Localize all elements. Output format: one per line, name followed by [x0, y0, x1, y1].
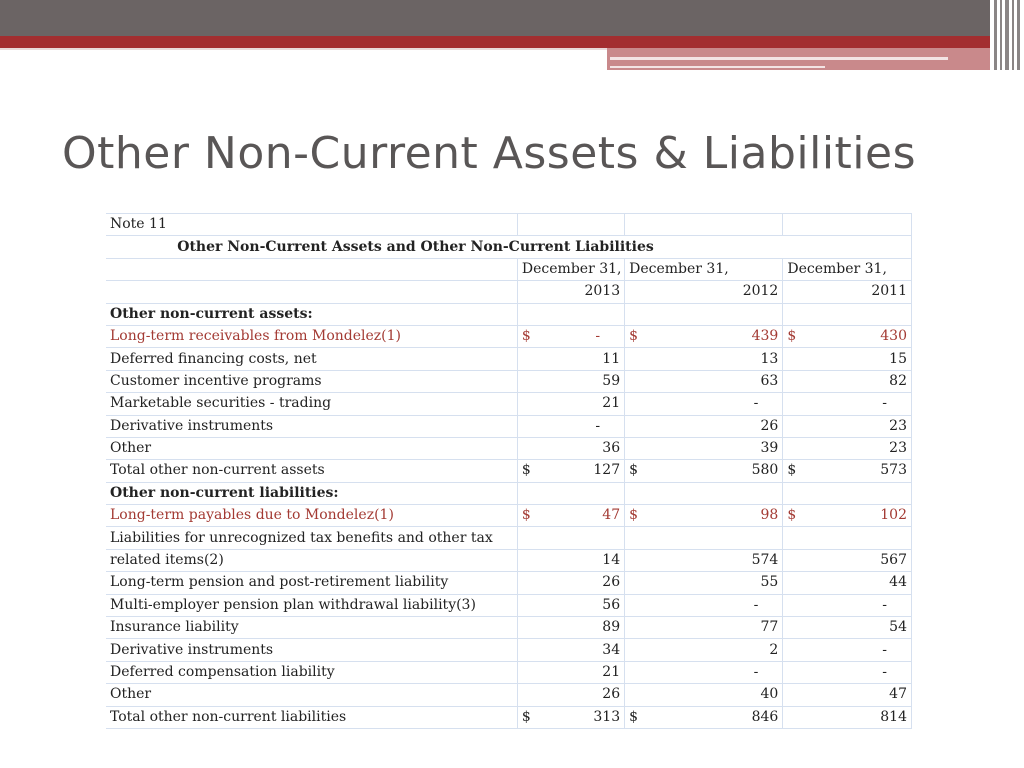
note-label: Note 11 — [106, 214, 517, 236]
value: - — [595, 328, 601, 345]
col-header-2011: December 31, — [783, 258, 912, 280]
value: - — [882, 395, 887, 412]
value-cell — [783, 617, 912, 639]
accent-band — [0, 36, 1000, 48]
currency-symbol: $ — [629, 328, 639, 345]
value: 2 — [769, 641, 779, 658]
value-cell — [783, 325, 912, 347]
value: 21 — [602, 395, 621, 412]
value: - — [882, 596, 887, 613]
value-cell — [625, 684, 783, 706]
value: 77 — [760, 619, 779, 636]
row-label: Long-term receivables from Mondelez(1) — [106, 325, 517, 347]
value-cell — [783, 370, 912, 392]
value: - — [753, 395, 759, 412]
currency-symbol: $ — [629, 708, 639, 725]
col-header-2012: December 31, — [625, 258, 783, 280]
currency-symbol: $ — [787, 462, 797, 479]
table-row — [106, 415, 912, 437]
note-row — [106, 214, 912, 236]
value: 846 — [751, 708, 779, 725]
value: - — [753, 596, 759, 613]
value: 44 — [889, 574, 907, 591]
table-row — [106, 572, 912, 594]
value-cell — [783, 505, 912, 527]
value: 23 — [889, 440, 907, 457]
note-table — [106, 213, 912, 729]
value: 98 — [760, 507, 779, 524]
value-cell — [517, 549, 624, 571]
row-label: Derivative instruments — [106, 415, 517, 437]
value: 567 — [880, 552, 907, 569]
row-label: Liabilities for unrecognized tax benefits and other tax — [106, 527, 517, 549]
value-cell — [517, 639, 624, 661]
value-cell — [625, 415, 783, 437]
currency-symbol: $ — [629, 507, 639, 524]
table-row — [106, 460, 912, 482]
value: 439 — [751, 328, 779, 345]
row-label: Derivative instruments — [106, 639, 517, 661]
currency-symbol: $ — [629, 462, 639, 479]
row-label: Other — [106, 684, 517, 706]
value-cell — [783, 549, 912, 571]
value-cell — [625, 505, 783, 527]
value-cell — [517, 527, 624, 549]
table-row — [106, 684, 912, 706]
value: 39 — [760, 440, 779, 457]
value-cell — [783, 527, 912, 549]
accent-tab-line — [610, 57, 948, 60]
value-cell — [625, 393, 783, 415]
value-cell — [517, 617, 624, 639]
header-row-2 — [106, 281, 912, 303]
value: 40 — [760, 686, 779, 703]
table-heading: Other Non-Current Assets and Other Non-Current Liabilities — [106, 236, 912, 258]
value-cell — [625, 661, 783, 683]
value-cell — [625, 348, 783, 370]
year-2011: 2011 — [783, 281, 912, 303]
row-label: Customer incentive programs — [106, 370, 517, 392]
table-row — [106, 505, 912, 527]
assets-section-row — [106, 303, 912, 325]
table-row — [106, 594, 912, 616]
value-cell — [783, 415, 912, 437]
value-cell — [517, 415, 624, 437]
value: 26 — [760, 417, 779, 434]
value: 55 — [760, 574, 779, 591]
value-cell — [517, 706, 624, 728]
value-cell — [625, 706, 783, 728]
row-label: Deferred financing costs, net — [106, 348, 517, 370]
row-label: Deferred compensation liability — [106, 661, 517, 683]
value: 54 — [889, 619, 907, 636]
value-cell — [517, 325, 624, 347]
row-label: Other — [106, 437, 517, 459]
currency-symbol: $ — [521, 328, 531, 345]
table-row — [106, 549, 912, 571]
currency-symbol: $ — [787, 507, 797, 524]
value: 26 — [602, 686, 621, 703]
value-cell — [517, 572, 624, 594]
value: 82 — [889, 372, 907, 389]
value: 63 — [760, 372, 779, 389]
header-row-1 — [106, 258, 912, 280]
value-cell — [625, 460, 783, 482]
value-cell — [783, 684, 912, 706]
value: 15 — [889, 350, 907, 367]
value-cell — [783, 639, 912, 661]
value: 59 — [602, 372, 621, 389]
table-row — [106, 639, 912, 661]
row-label: Insurance liability — [106, 617, 517, 639]
value: 580 — [751, 462, 779, 479]
value: - — [753, 664, 759, 680]
value: - — [595, 417, 601, 434]
row-label: Total other non-current liabilities — [106, 706, 517, 728]
slide-title: Other Non-Current Assets & Liabilities — [62, 128, 917, 179]
value: 13 — [760, 350, 779, 367]
value: 47 — [889, 686, 907, 703]
value: 56 — [602, 596, 621, 613]
table-row — [106, 437, 912, 459]
value-cell — [783, 706, 912, 728]
value-cell — [625, 527, 783, 549]
header-band — [0, 0, 1024, 36]
value: 573 — [880, 462, 907, 479]
value: 430 — [880, 328, 907, 345]
table-row — [106, 393, 912, 415]
table-row — [106, 325, 912, 347]
value: 574 — [751, 552, 779, 569]
table-row — [106, 661, 912, 683]
value-cell — [625, 325, 783, 347]
heading-row — [106, 236, 912, 258]
value: 313 — [593, 708, 621, 725]
value: 23 — [889, 417, 907, 434]
table-row — [106, 370, 912, 392]
year-2012: 2012 — [625, 281, 783, 303]
value-cell — [517, 393, 624, 415]
currency-symbol: $ — [521, 462, 531, 479]
value: 26 — [602, 574, 621, 591]
liabilities-section-row — [106, 482, 912, 504]
col-header-2013: December 31, — [517, 258, 624, 280]
currency-symbol: $ — [521, 708, 531, 725]
table-row — [106, 617, 912, 639]
value: - — [882, 641, 887, 658]
value: 34 — [602, 641, 621, 658]
value: 102 — [880, 507, 907, 524]
value-cell — [783, 572, 912, 594]
header-stripes — [990, 0, 1024, 70]
value-cell — [783, 460, 912, 482]
row-label: Long-term payables due to Mondelez(1) — [106, 505, 517, 527]
value-cell — [625, 572, 783, 594]
value-cell — [625, 639, 783, 661]
value-cell — [517, 348, 624, 370]
value-cell — [625, 549, 783, 571]
liabilities-section-label: Other non-current liabilities: — [106, 482, 517, 504]
value-cell — [517, 594, 624, 616]
value: 21 — [602, 664, 621, 680]
value: 127 — [593, 462, 621, 479]
value-cell — [625, 437, 783, 459]
row-label: Marketable securities - trading — [106, 393, 517, 415]
value: - — [882, 664, 887, 680]
table-row — [106, 527, 912, 549]
value: 814 — [880, 708, 907, 725]
table-row — [106, 348, 912, 370]
value-cell — [625, 370, 783, 392]
value-cell — [783, 437, 912, 459]
accent-tab-line-short — [610, 66, 825, 68]
currency-symbol: $ — [787, 328, 797, 345]
value-cell — [783, 348, 912, 370]
value-cell — [783, 393, 912, 415]
table-row — [106, 706, 912, 728]
value: 36 — [602, 440, 621, 457]
value: 89 — [602, 619, 621, 636]
year-2013: 2013 — [517, 281, 624, 303]
row-label: Multi-employer pension plan withdrawal liability(3) — [106, 594, 517, 616]
currency-symbol: $ — [521, 507, 531, 524]
value: 11 — [602, 350, 621, 367]
value-cell — [517, 684, 624, 706]
value-cell — [625, 617, 783, 639]
value-cell — [625, 594, 783, 616]
value-cell — [783, 661, 912, 683]
value: 47 — [602, 507, 621, 524]
value-cell — [517, 460, 624, 482]
value-cell — [517, 370, 624, 392]
row-label: Total other non-current assets — [106, 460, 517, 482]
value-cell — [517, 505, 624, 527]
row-label: Long-term pension and post-retirement liability — [106, 572, 517, 594]
value: 14 — [602, 552, 621, 569]
assets-section-label: Other non-current assets: — [106, 303, 517, 325]
value-cell — [517, 661, 624, 683]
value-cell — [517, 437, 624, 459]
row-label: related items(2) — [106, 549, 517, 571]
value-cell — [783, 594, 912, 616]
